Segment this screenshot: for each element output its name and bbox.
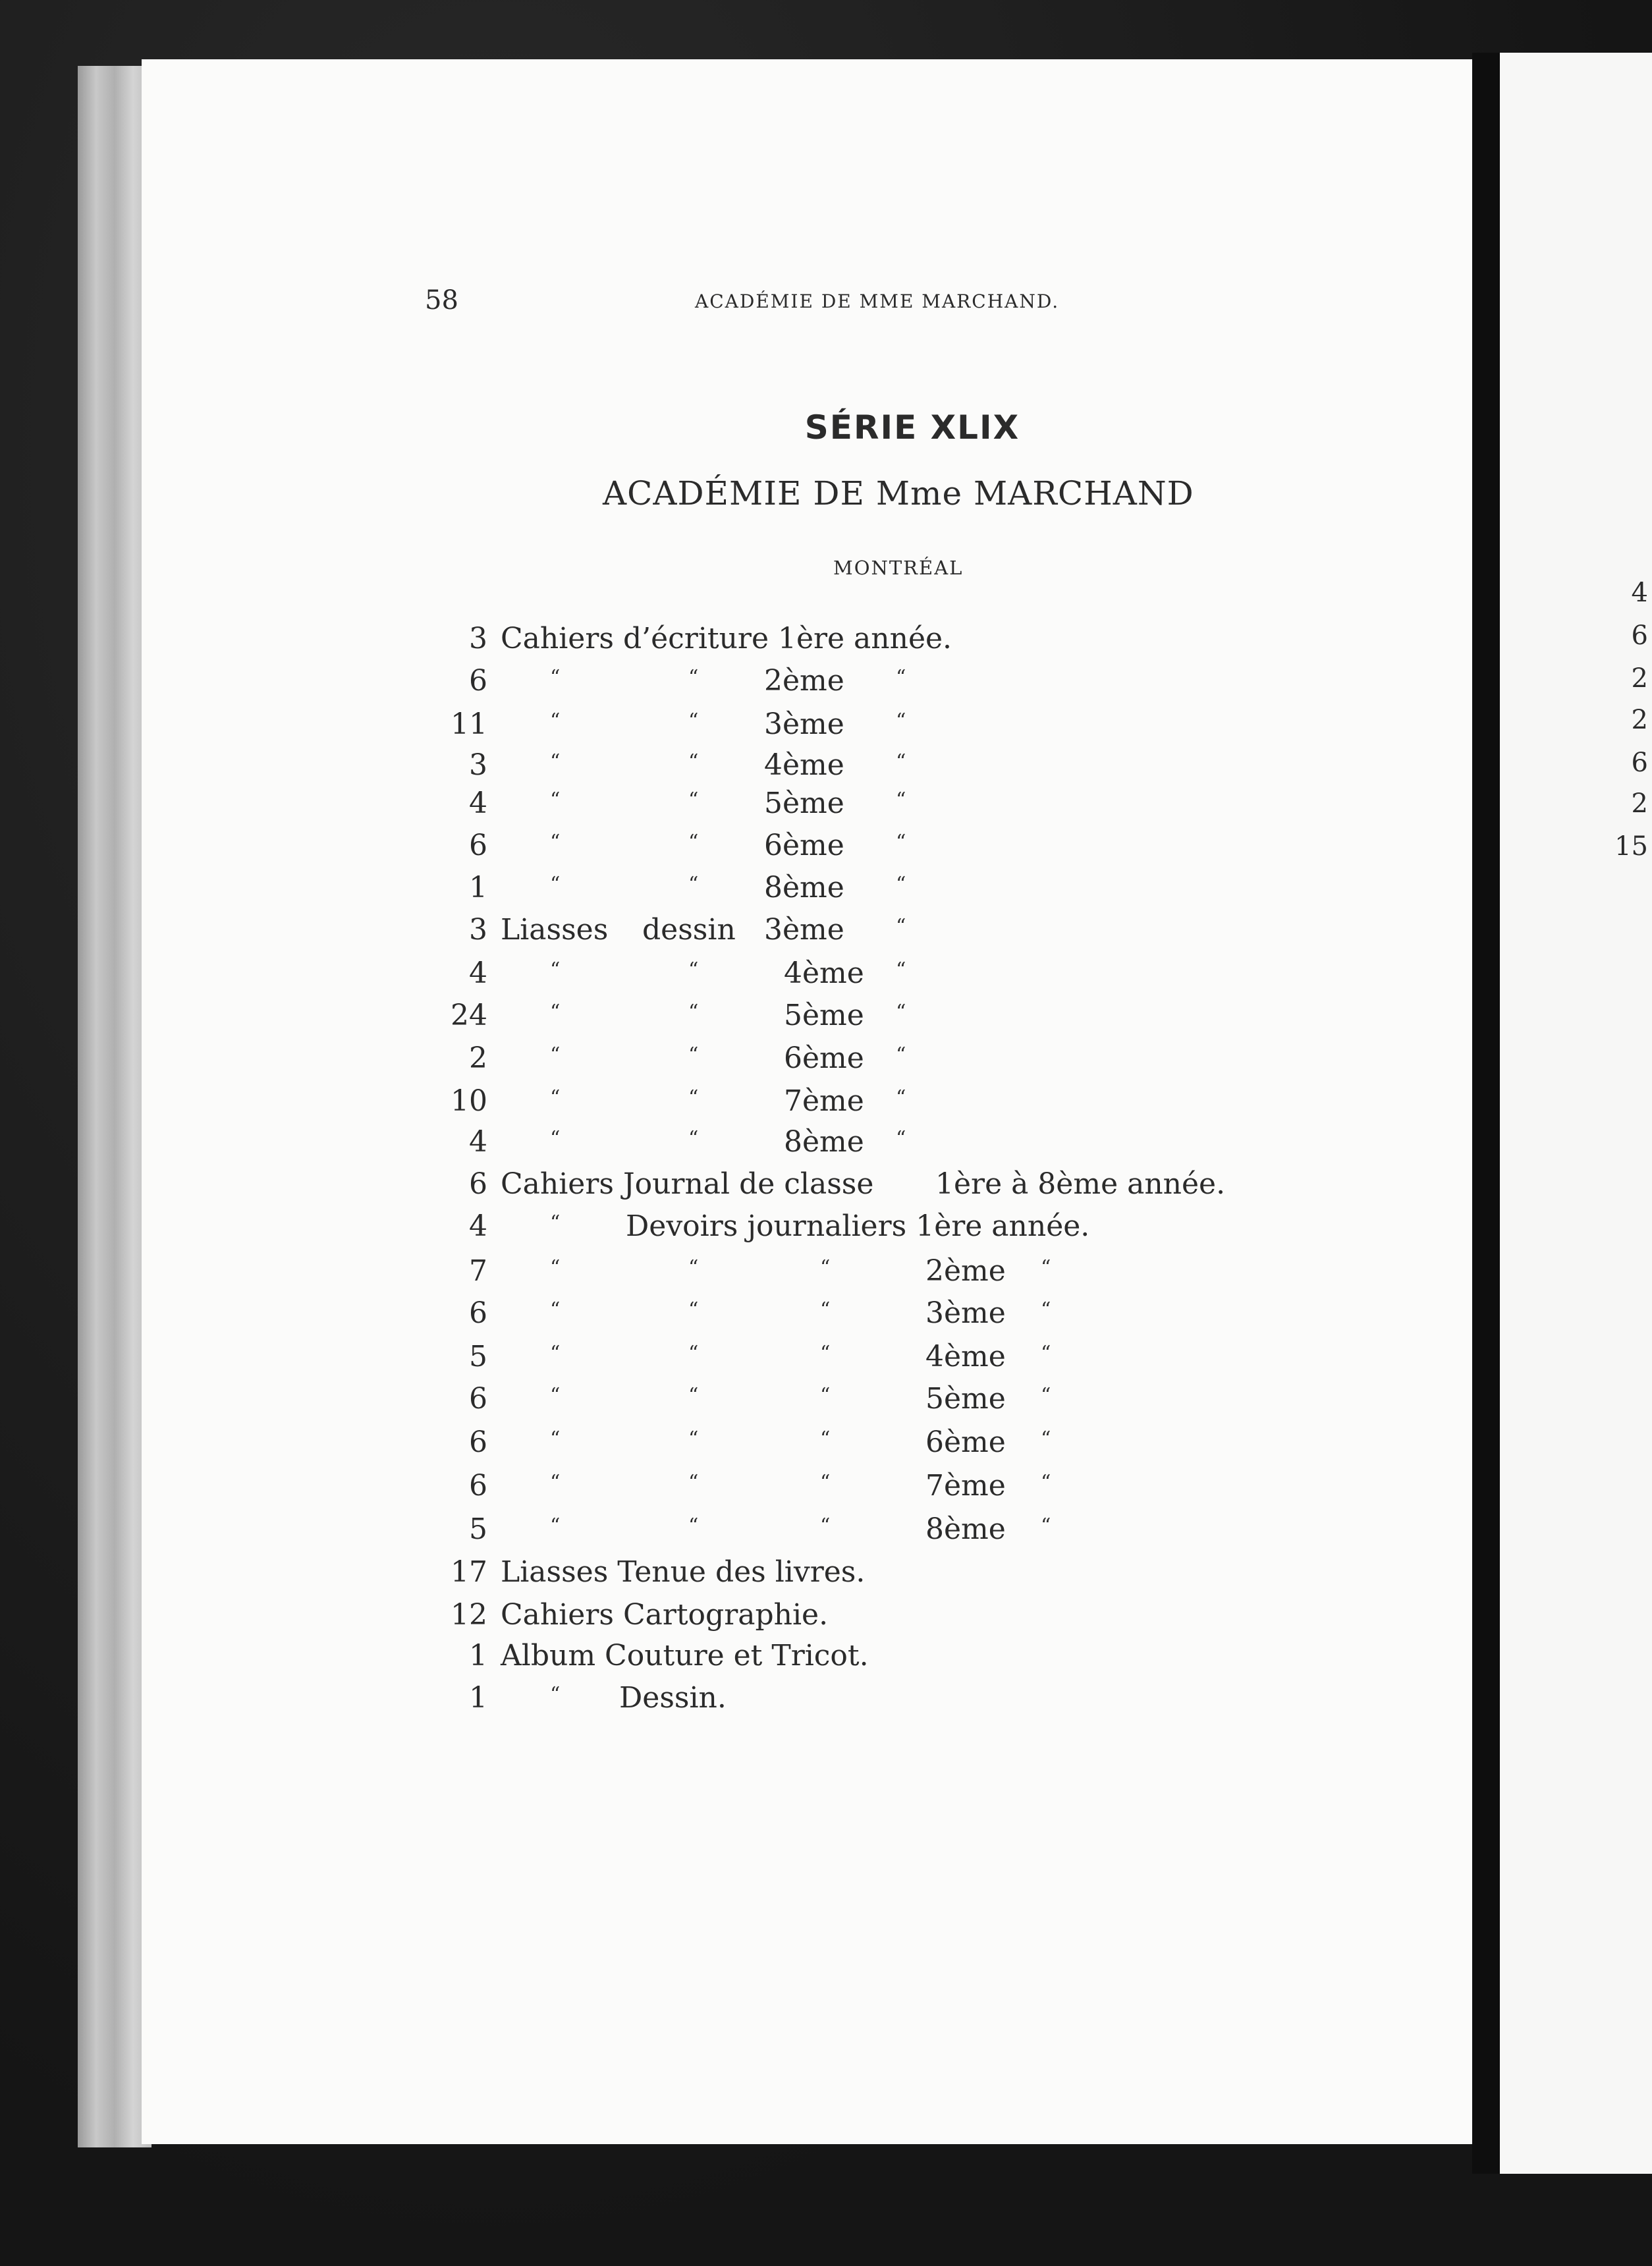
item-quantity: 2 bbox=[469, 1041, 487, 1075]
facing-page-number: 2 bbox=[1631, 788, 1648, 819]
item-quantity: 3 bbox=[469, 622, 487, 655]
ditto-mark: “ bbox=[896, 750, 906, 773]
item-quantity: 4 bbox=[469, 1125, 487, 1159]
item-text: 3ème bbox=[764, 707, 844, 741]
item-text: 5ème bbox=[764, 787, 844, 820]
item-quantity: 24 bbox=[451, 999, 487, 1032]
item-quantity: 4 bbox=[469, 956, 487, 990]
item-text: Dessin. bbox=[619, 1681, 727, 1715]
ditto-mark: “ bbox=[896, 915, 906, 938]
ditto-mark: “ bbox=[550, 1683, 561, 1706]
item-quantity: 6 bbox=[469, 1469, 487, 1503]
ditto-mark: “ bbox=[1041, 1298, 1051, 1321]
ditto-mark: “ bbox=[550, 1427, 561, 1451]
ditto-mark: “ bbox=[550, 958, 561, 981]
list-item bbox=[142, 1382, 1472, 1428]
ditto-mark: “ bbox=[1041, 1471, 1051, 1494]
item-quantity: 1 bbox=[469, 1681, 487, 1715]
item-quantity: 4 bbox=[469, 1209, 487, 1243]
book-gutter bbox=[1472, 53, 1500, 2174]
list-item bbox=[142, 1041, 1472, 1088]
facing-page-number: 2 bbox=[1631, 705, 1648, 735]
ditto-mark: “ bbox=[896, 831, 906, 854]
running-title: ACADÉMIE DE MME MARCHAND. bbox=[695, 290, 1060, 312]
ditto-mark: “ bbox=[550, 831, 561, 854]
list-item bbox=[142, 1555, 1472, 1601]
item-text: Album Couture et Tricot. bbox=[501, 1639, 869, 1672]
ditto-mark: “ bbox=[550, 1342, 561, 1365]
item-text: Cahiers Cartographie. bbox=[501, 1598, 829, 1632]
ditto-mark: “ bbox=[688, 1043, 699, 1066]
ditto-mark: “ bbox=[550, 788, 561, 812]
ditto-mark: “ bbox=[688, 1384, 699, 1407]
ditto-mark: “ bbox=[550, 1001, 561, 1024]
ditto-mark: “ bbox=[688, 788, 699, 812]
item-text: 8ème bbox=[764, 871, 844, 904]
item-quantity: 10 bbox=[451, 1084, 487, 1118]
item-text: 5ème bbox=[784, 999, 864, 1032]
list-item bbox=[142, 1469, 1472, 1515]
ditto-mark: “ bbox=[820, 1298, 831, 1321]
ditto-mark: “ bbox=[896, 666, 906, 689]
list-item bbox=[142, 664, 1472, 710]
ditto-mark: “ bbox=[550, 1211, 561, 1234]
item-text: dessin bbox=[642, 913, 736, 947]
ditto-mark: “ bbox=[550, 1514, 561, 1537]
item-quantity: 5 bbox=[469, 1512, 487, 1546]
item-text: 8ème bbox=[925, 1512, 1006, 1546]
ditto-mark: “ bbox=[820, 1471, 831, 1494]
ditto-mark: “ bbox=[550, 1256, 561, 1279]
ditto-mark: “ bbox=[550, 666, 561, 689]
item-quantity: 6 bbox=[469, 1382, 487, 1416]
ditto-mark: “ bbox=[688, 873, 699, 896]
ditto-mark: “ bbox=[688, 1298, 699, 1321]
list-item bbox=[142, 1512, 1472, 1559]
ditto-mark: “ bbox=[688, 1427, 699, 1451]
ditto-mark: “ bbox=[820, 1342, 831, 1365]
item-text: 6ème bbox=[784, 1041, 864, 1075]
facing-page bbox=[1500, 53, 1652, 2174]
page-edge bbox=[78, 66, 151, 2147]
ditto-mark: “ bbox=[550, 1384, 561, 1407]
ditto-mark: “ bbox=[896, 709, 906, 732]
item-quantity: 3 bbox=[469, 913, 487, 947]
ditto-mark: “ bbox=[550, 873, 561, 896]
item-text: 2ème bbox=[764, 664, 844, 698]
facing-page-number: 2 bbox=[1631, 663, 1648, 694]
item-quantity: 6 bbox=[469, 1167, 487, 1201]
item-quantity: 6 bbox=[469, 1296, 487, 1330]
ditto-mark: “ bbox=[688, 750, 699, 773]
item-text: 4ème bbox=[784, 956, 864, 990]
list-item bbox=[142, 1084, 1472, 1130]
book-page bbox=[142, 59, 1472, 2144]
item-text: 1ère à 8ème année. bbox=[935, 1167, 1226, 1201]
facing-page-number: 15 bbox=[1614, 831, 1648, 862]
item-quantity: 6 bbox=[469, 829, 487, 862]
ditto-mark: “ bbox=[550, 1127, 561, 1150]
item-text: 6ème bbox=[764, 829, 844, 862]
item-quantity: 12 bbox=[451, 1598, 487, 1632]
item-text: 7ème bbox=[784, 1084, 864, 1118]
ditto-mark: “ bbox=[688, 1514, 699, 1537]
ditto-mark: “ bbox=[688, 1001, 699, 1024]
running-head bbox=[142, 285, 1472, 325]
item-text: 2ème bbox=[925, 1254, 1006, 1288]
ditto-mark: “ bbox=[550, 709, 561, 732]
facing-page-number: 4 bbox=[1631, 578, 1648, 608]
item-text: Liasses bbox=[501, 913, 609, 947]
item-text: 4ème bbox=[925, 1340, 1006, 1373]
ditto-mark: “ bbox=[820, 1514, 831, 1537]
list-item bbox=[142, 1001, 1472, 1045]
item-text: 3ème bbox=[925, 1296, 1006, 1330]
list-item bbox=[142, 624, 1472, 668]
ditto-mark: “ bbox=[688, 958, 699, 981]
serie-heading bbox=[142, 408, 1334, 447]
ditto-mark: “ bbox=[688, 1127, 699, 1150]
list-item bbox=[142, 913, 1472, 959]
list-item bbox=[142, 956, 1472, 1003]
item-quantity: 1 bbox=[469, 1639, 487, 1672]
ditto-mark: “ bbox=[688, 1471, 699, 1494]
city-subtitle: MONTRÉAL bbox=[833, 557, 964, 579]
ditto-mark: “ bbox=[820, 1384, 831, 1407]
list-item bbox=[142, 1342, 1472, 1386]
item-quantity: 11 bbox=[451, 707, 487, 741]
ditto-mark: “ bbox=[550, 750, 561, 773]
list-item bbox=[142, 1425, 1472, 1472]
item-text: Cahiers Journal de classe bbox=[501, 1167, 874, 1201]
item-quantity: 4 bbox=[469, 787, 487, 820]
ditto-mark: “ bbox=[896, 873, 906, 896]
ditto-mark: “ bbox=[688, 1256, 699, 1279]
list-item bbox=[142, 1598, 1472, 1644]
ditto-mark: “ bbox=[550, 1043, 561, 1066]
list-item bbox=[142, 1296, 1472, 1342]
list-item bbox=[142, 831, 1472, 875]
item-quantity: 6 bbox=[469, 1425, 487, 1459]
item-text: 6ème bbox=[925, 1425, 1006, 1459]
ditto-mark: “ bbox=[688, 1342, 699, 1365]
ditto-mark: “ bbox=[550, 1471, 561, 1494]
ditto-mark: “ bbox=[688, 831, 699, 854]
item-text: Cahiers d’écriture 1ère année. bbox=[501, 622, 952, 655]
item-text: 4ème bbox=[764, 748, 844, 782]
item-quantity: 5 bbox=[469, 1340, 487, 1373]
item-text: 8ème bbox=[784, 1125, 864, 1159]
item-text: 3ème bbox=[764, 913, 844, 947]
facing-page-number: 6 bbox=[1631, 748, 1648, 778]
ditto-mark: “ bbox=[896, 788, 906, 812]
ditto-mark: “ bbox=[896, 1001, 906, 1024]
list-item bbox=[142, 1681, 1472, 1727]
ditto-mark: “ bbox=[1041, 1427, 1051, 1451]
ditto-mark: “ bbox=[1041, 1342, 1051, 1365]
ditto-mark: “ bbox=[896, 1043, 906, 1066]
ditto-mark: “ bbox=[896, 1086, 906, 1109]
serie-heading-text: SÉRIE XLIX bbox=[804, 408, 1020, 447]
item-quantity: 3 bbox=[469, 748, 487, 782]
list-item bbox=[142, 707, 1472, 754]
item-quantity: 1 bbox=[469, 871, 487, 904]
ditto-mark: “ bbox=[688, 666, 699, 689]
page-number: 58 bbox=[425, 285, 458, 316]
facing-page-number: 6 bbox=[1631, 621, 1648, 651]
ditto-mark: “ bbox=[550, 1298, 561, 1321]
list-item bbox=[142, 1254, 1472, 1300]
item-text: 5ème bbox=[925, 1382, 1006, 1416]
list-item bbox=[142, 873, 1472, 917]
list-item bbox=[142, 789, 1472, 833]
list-item bbox=[142, 1639, 1472, 1685]
ditto-mark: “ bbox=[896, 958, 906, 981]
item-quantity: 6 bbox=[469, 664, 487, 698]
ditto-mark: “ bbox=[1041, 1514, 1051, 1537]
item-text: 7ème bbox=[925, 1469, 1006, 1503]
page-title: ACADÉMIE DE Mme MARCHAND bbox=[603, 474, 1194, 512]
ditto-mark: “ bbox=[820, 1256, 831, 1279]
list-item bbox=[142, 1209, 1472, 1256]
list-item bbox=[142, 1125, 1472, 1171]
item-text: Devoirs journaliers 1ère année. bbox=[626, 1209, 1090, 1243]
ditto-mark: “ bbox=[1041, 1384, 1051, 1407]
item-quantity: 17 bbox=[451, 1555, 487, 1589]
ditto-mark: “ bbox=[1041, 1256, 1051, 1279]
item-text: Liasses Tenue des livres. bbox=[501, 1555, 866, 1589]
ditto-mark: “ bbox=[820, 1427, 831, 1451]
ditto-mark: “ bbox=[688, 1086, 699, 1109]
item-quantity: 7 bbox=[469, 1254, 487, 1288]
ditto-mark: “ bbox=[550, 1086, 561, 1109]
ditto-mark: “ bbox=[896, 1127, 906, 1150]
list-item bbox=[142, 1167, 1472, 1213]
ditto-mark: “ bbox=[688, 709, 699, 732]
